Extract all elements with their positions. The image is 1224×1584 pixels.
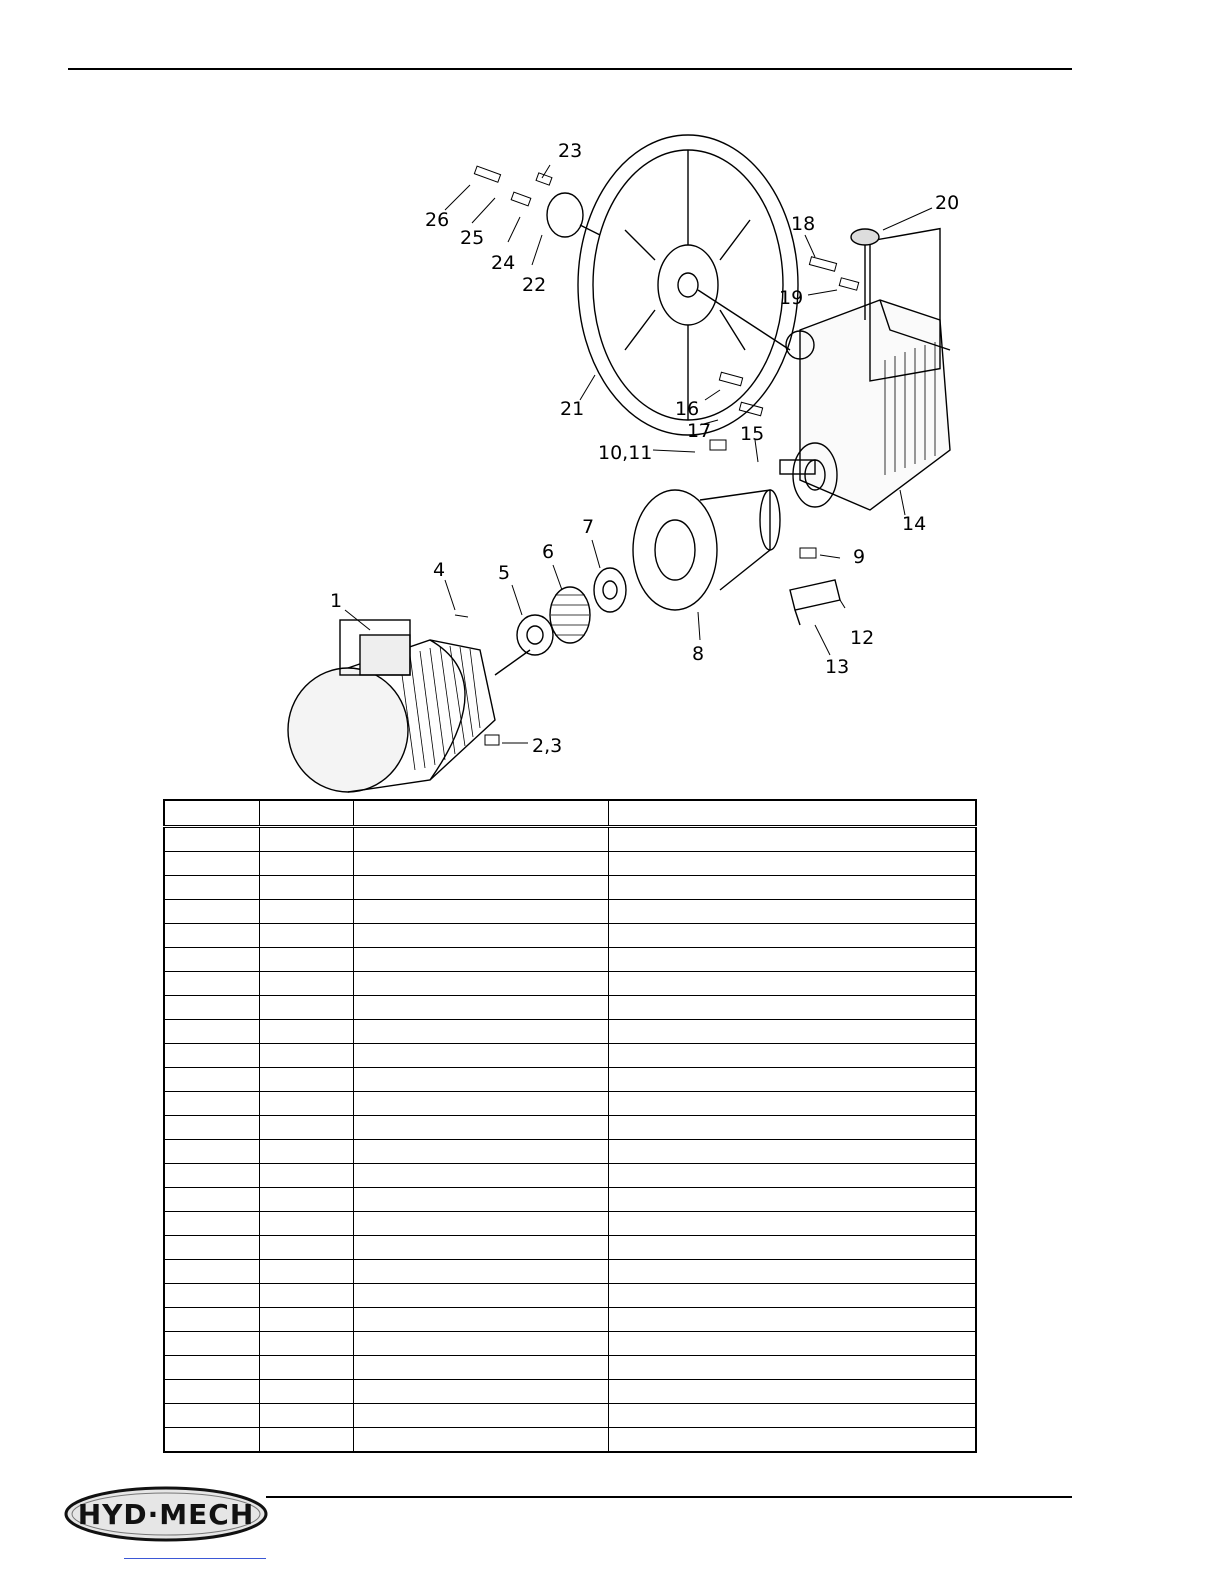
table-cell xyxy=(164,1068,259,1092)
footer-link-underline[interactable] xyxy=(124,1558,266,1559)
table-cell xyxy=(259,900,353,924)
table-cell xyxy=(164,1020,259,1044)
spider-gear-part xyxy=(550,587,590,643)
table-cell xyxy=(164,1044,259,1068)
table-cell xyxy=(353,1428,608,1453)
table-cell xyxy=(259,1044,353,1068)
table-header-cell xyxy=(259,800,353,827)
table-cell xyxy=(608,1020,976,1044)
callout-26: 26 xyxy=(425,209,450,231)
callout-8: 8 xyxy=(692,643,705,665)
table-cell xyxy=(608,1380,976,1404)
table-cell xyxy=(608,1260,976,1284)
table-row xyxy=(164,1236,976,1260)
callout-19: 19 xyxy=(779,287,804,309)
table-cell xyxy=(164,1380,259,1404)
table-cell xyxy=(259,996,353,1020)
callout-23: 23 xyxy=(558,140,583,162)
table-cell xyxy=(164,1308,259,1332)
table-cell xyxy=(259,1212,353,1236)
table-row xyxy=(164,876,976,900)
table-cell xyxy=(259,1404,353,1428)
table-cell xyxy=(353,827,608,852)
table-cell xyxy=(608,1116,976,1140)
table-body xyxy=(164,827,976,1453)
parts-list-table xyxy=(163,799,977,1453)
table-cell xyxy=(164,1212,259,1236)
table-cell xyxy=(164,1092,259,1116)
table-cell xyxy=(164,996,259,1020)
table-cell xyxy=(353,1308,608,1332)
table-cell xyxy=(259,1308,353,1332)
table-cell xyxy=(353,1116,608,1140)
table-cell xyxy=(353,924,608,948)
table-cell xyxy=(164,1236,259,1260)
table-cell xyxy=(608,1164,976,1188)
table-cell xyxy=(608,1356,976,1380)
table-cell xyxy=(608,1332,976,1356)
callout-15: 15 xyxy=(740,423,765,445)
table-row xyxy=(164,1092,976,1116)
table-cell xyxy=(164,1140,259,1164)
table-cell xyxy=(259,1188,353,1212)
callout-17: 17 xyxy=(687,420,712,442)
table-row xyxy=(164,972,976,996)
table-cell xyxy=(608,827,976,852)
table-row xyxy=(164,1044,976,1068)
table-cell xyxy=(608,1284,976,1308)
table-cell xyxy=(353,948,608,972)
table-cell xyxy=(353,972,608,996)
table-row xyxy=(164,1356,976,1380)
callout-10-11: 10,11 xyxy=(598,442,653,464)
table-cell xyxy=(164,924,259,948)
table-cell xyxy=(608,1044,976,1068)
callout-18: 18 xyxy=(791,213,816,235)
table-cell xyxy=(164,852,259,876)
callout-2-3: 2,3 xyxy=(532,735,563,757)
table-row xyxy=(164,948,976,972)
table-row xyxy=(164,1140,976,1164)
table-header-cell xyxy=(164,800,259,827)
callout-25: 25 xyxy=(460,227,485,249)
table-row xyxy=(164,1188,976,1212)
table-row xyxy=(164,900,976,924)
table-cell xyxy=(353,1284,608,1308)
table-cell xyxy=(164,1188,259,1212)
table-cell xyxy=(164,1260,259,1284)
table-cell xyxy=(164,948,259,972)
callout-16: 16 xyxy=(675,398,700,420)
table-cell xyxy=(259,1020,353,1044)
table-cell xyxy=(608,876,976,900)
table-cell xyxy=(353,1092,608,1116)
table-cell xyxy=(259,1164,353,1188)
table-cell xyxy=(164,1164,259,1188)
table-cell xyxy=(259,1236,353,1260)
callout-14: 14 xyxy=(902,513,927,535)
table-cell xyxy=(259,1284,353,1308)
table-row xyxy=(164,1404,976,1428)
hyd-mech-logo xyxy=(64,1486,268,1542)
table-cell xyxy=(259,1116,353,1140)
callout-13: 13 xyxy=(825,656,850,678)
table-header-row xyxy=(164,800,976,827)
table-row xyxy=(164,1068,976,1092)
table-cell xyxy=(608,1308,976,1332)
table-cell xyxy=(608,948,976,972)
table-row xyxy=(164,1020,976,1044)
callout-20: 20 xyxy=(935,192,960,214)
table-cell xyxy=(259,1332,353,1356)
guard-plate-part xyxy=(790,580,840,625)
coupling-part-7 xyxy=(594,568,626,612)
table-cell xyxy=(608,1068,976,1092)
callout-22: 22 xyxy=(522,274,547,296)
table-row xyxy=(164,1116,976,1140)
table-cell xyxy=(259,1260,353,1284)
table-cell xyxy=(164,1428,259,1453)
coupling-hub-part xyxy=(517,615,553,655)
table-cell xyxy=(608,1188,976,1212)
table-cell xyxy=(353,1356,608,1380)
table-cell xyxy=(259,1380,353,1404)
table-cell xyxy=(353,1404,608,1428)
table-cell xyxy=(353,1380,608,1404)
table-row xyxy=(164,1332,976,1356)
table-cell xyxy=(608,1236,976,1260)
table-cell xyxy=(259,1092,353,1116)
table-cell xyxy=(353,1044,608,1068)
table-cell xyxy=(164,1404,259,1428)
table-row xyxy=(164,827,976,852)
table-cell xyxy=(353,900,608,924)
table-row xyxy=(164,1164,976,1188)
table-cell xyxy=(608,1404,976,1428)
table-cell xyxy=(608,924,976,948)
table-row xyxy=(164,1380,976,1404)
table-cell xyxy=(259,852,353,876)
table-cell xyxy=(608,1428,976,1453)
table-cell xyxy=(259,876,353,900)
table-header-cell xyxy=(353,800,608,827)
table-row xyxy=(164,1284,976,1308)
wheel-cap-part xyxy=(547,193,600,237)
exploded-parts-diagram xyxy=(280,120,1000,800)
callout-7: 7 xyxy=(582,516,595,538)
table-cell xyxy=(259,972,353,996)
table-cell xyxy=(608,1092,976,1116)
table-cell xyxy=(353,852,608,876)
pulley-wheel-part xyxy=(578,135,798,435)
callout-21: 21 xyxy=(560,398,585,420)
table-cell xyxy=(164,972,259,996)
table-cell xyxy=(353,1332,608,1356)
table-cell xyxy=(353,1260,608,1284)
callout-9: 9 xyxy=(853,546,866,568)
table-cell xyxy=(353,1068,608,1092)
logo-text: HYD·MECH xyxy=(77,1498,255,1531)
callout-24: 24 xyxy=(491,252,516,274)
table-cell xyxy=(164,1356,259,1380)
table-cell xyxy=(353,1236,608,1260)
table-cell xyxy=(259,1068,353,1092)
table-row xyxy=(164,1212,976,1236)
table-cell xyxy=(353,1020,608,1044)
table-cell xyxy=(608,996,976,1020)
table-cell xyxy=(608,972,976,996)
table-cell xyxy=(353,1188,608,1212)
table-row xyxy=(164,996,976,1020)
table-cell xyxy=(164,900,259,924)
table-row xyxy=(164,1428,976,1453)
table-cell xyxy=(608,900,976,924)
table-cell xyxy=(164,1332,259,1356)
table-cell xyxy=(353,996,608,1020)
table-cell xyxy=(259,827,353,852)
table-cell xyxy=(353,1212,608,1236)
callout-6: 6 xyxy=(542,541,555,563)
callout-5: 5 xyxy=(498,562,511,584)
top-rule xyxy=(68,68,1072,70)
table-cell xyxy=(164,1284,259,1308)
table-cell xyxy=(259,1140,353,1164)
table-cell xyxy=(164,827,259,852)
motor-part xyxy=(288,620,530,792)
table-cell xyxy=(259,1356,353,1380)
table-row xyxy=(164,924,976,948)
callout-12: 12 xyxy=(850,627,875,649)
callout-4: 4 xyxy=(433,559,446,581)
table-cell xyxy=(608,1212,976,1236)
table-cell xyxy=(164,1116,259,1140)
table-cell xyxy=(353,876,608,900)
table-cell xyxy=(608,1140,976,1164)
table-row xyxy=(164,1308,976,1332)
table-row xyxy=(164,1260,976,1284)
bottom-rule xyxy=(266,1496,1072,1498)
table-cell xyxy=(259,1428,353,1453)
adapter-flange-part xyxy=(633,490,780,610)
table-cell xyxy=(164,876,259,900)
table-cell xyxy=(608,852,976,876)
table-cell xyxy=(353,1140,608,1164)
table-row xyxy=(164,852,976,876)
callout-1: 1 xyxy=(330,590,343,612)
table-header-cell xyxy=(608,800,976,827)
table-cell xyxy=(259,948,353,972)
table-cell xyxy=(353,1164,608,1188)
table-cell xyxy=(259,924,353,948)
